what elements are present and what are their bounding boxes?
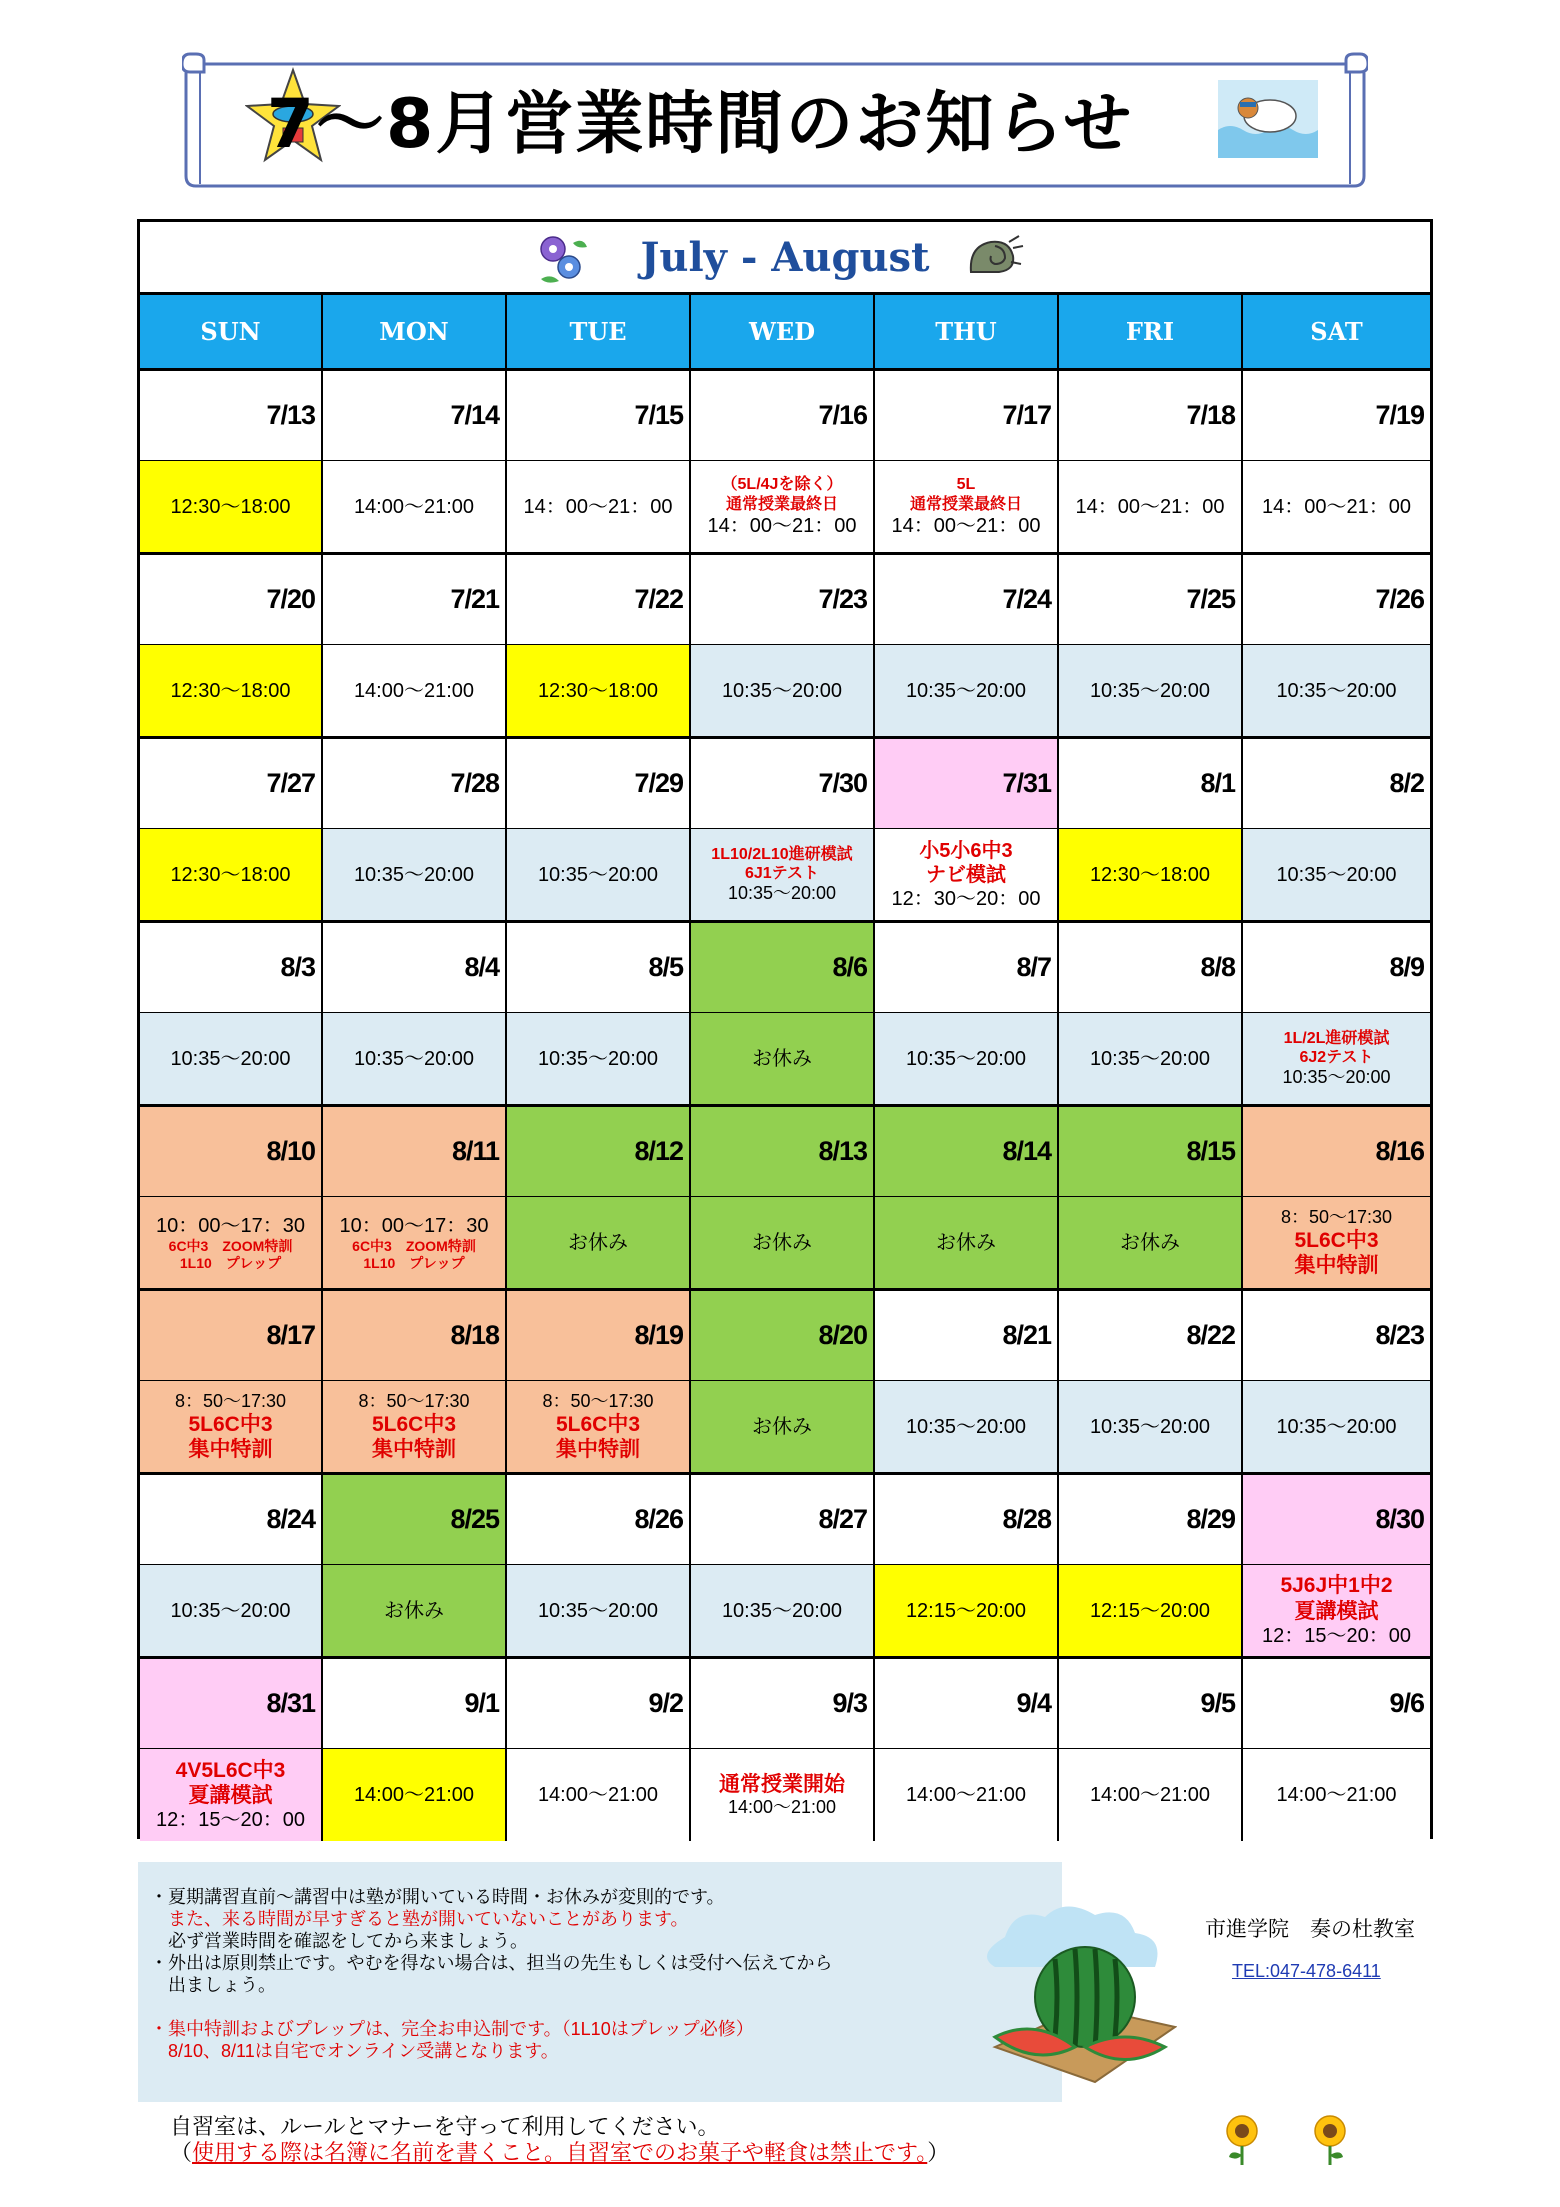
day-hours-line: 10:35〜20:00	[170, 1047, 291, 1070]
day-hours-line: （5L/4Jを除く）	[721, 476, 843, 494]
day-hours-line: 12:30〜18:00	[170, 495, 291, 518]
day-cell	[507, 739, 691, 920]
day-cell	[140, 371, 323, 552]
day-hours	[507, 645, 689, 736]
day-hours-line: お休み	[568, 1231, 628, 1254]
day-hours	[1243, 1381, 1430, 1472]
note-line: ・集中特訓およびプレップは、完全お申込制です。（1L10はプレップ必修）	[150, 2019, 754, 2039]
day-hours-line: 10:35〜20:00	[537, 863, 659, 886]
day-hours	[507, 1749, 689, 1841]
day-date: 7/14	[323, 371, 505, 461]
day-date: 9/1	[323, 1659, 505, 1749]
day-hours	[507, 1197, 689, 1288]
day-hours-line: 10：00〜17：30	[156, 1214, 305, 1237]
day-hours	[875, 1381, 1057, 1472]
day-hours	[140, 1381, 321, 1472]
day-hours-line: 14：00〜21：00	[523, 495, 673, 518]
weekday-sun: SUN	[140, 295, 323, 368]
calendar-weeks	[140, 371, 1430, 1841]
day-hours	[1059, 1565, 1241, 1656]
day-hours	[875, 645, 1057, 736]
day-cell	[140, 1659, 323, 1841]
day-date: 8/2	[1243, 739, 1430, 829]
day-cell	[507, 923, 691, 1104]
day-hours	[507, 1013, 689, 1104]
day-hours	[323, 645, 505, 736]
day-date: 8/3	[140, 923, 321, 1013]
day-hours	[691, 1013, 873, 1104]
day-cell	[1243, 371, 1430, 552]
day-date: 7/13	[140, 371, 321, 461]
day-date: 8/13	[691, 1107, 873, 1197]
day-cell	[875, 923, 1059, 1104]
day-date: 8/19	[507, 1291, 689, 1381]
day-hours	[691, 645, 873, 736]
day-date: 7/22	[507, 555, 689, 645]
day-hours-line: 10:35〜20:00	[537, 1599, 659, 1622]
day-cell	[691, 555, 875, 736]
day-hours	[1243, 829, 1430, 920]
day-hours-line: 集中特訓	[556, 1438, 640, 1462]
day-cell	[140, 555, 323, 736]
week-row	[140, 923, 1430, 1107]
day-date: 8/12	[507, 1107, 689, 1197]
day-hours	[140, 1197, 321, 1288]
day-cell	[323, 739, 507, 920]
swimming-cat-icon	[1218, 80, 1318, 158]
day-cell	[507, 371, 691, 552]
day-date: 7/30	[691, 739, 873, 829]
day-hours	[875, 1013, 1057, 1104]
day-date: 7/20	[140, 555, 321, 645]
day-hours	[1243, 1013, 1430, 1104]
day-hours-line: 10:35〜20:00	[353, 1047, 475, 1070]
day-hours-line: 1L/2L進研模試	[1283, 1029, 1390, 1047]
day-date: 8/20	[691, 1291, 873, 1381]
day-hours-line: 14：00〜21：00	[1262, 495, 1411, 518]
note-line: 8/10、8/11は自宅でオンライン受講となります。	[150, 2041, 559, 2061]
day-hours-line: 14:00〜21:00	[353, 1784, 475, 1806]
day-cell	[1243, 1475, 1430, 1656]
weekday-thu: THU	[875, 295, 1059, 368]
sunflower-icon	[1309, 2113, 1351, 2165]
day-hours-line: 12:30〜18:00	[170, 863, 291, 886]
notes-text	[150, 1886, 1050, 2062]
day-cell	[1059, 555, 1243, 736]
day-hours	[1243, 1749, 1430, 1841]
day-hours-line: 5L	[956, 476, 976, 494]
day-hours	[1059, 645, 1241, 736]
day-hours-line: お休み	[936, 1231, 996, 1254]
day-hours-line: 集中特訓	[1294, 1254, 1379, 1278]
day-hours-line: 10:35〜20:00	[1276, 679, 1397, 702]
day-hours	[140, 645, 321, 736]
calendar-table	[137, 219, 1433, 1839]
day-date: 7/26	[1243, 555, 1430, 645]
study-room-notice	[170, 2114, 1070, 2166]
day-hours-line: 10:35〜20:00	[727, 882, 837, 903]
day-hours-line: 通常授業開始	[719, 1772, 845, 1796]
day-hours	[140, 1749, 321, 1841]
day-cell	[875, 1475, 1059, 1656]
day-hours-line: 10:35〜20:00	[1276, 1415, 1397, 1438]
day-date: 8/9	[1243, 923, 1430, 1013]
day-date: 8/11	[323, 1107, 505, 1197]
day-hours-line: 10:35〜20:00	[1089, 679, 1211, 702]
day-cell	[1243, 1659, 1430, 1841]
day-hours	[323, 1381, 505, 1472]
day-hours-line: 14:00〜21:00	[1276, 1784, 1397, 1806]
school-phone-link[interactable]: TEL:047-478-6411	[1232, 1961, 1381, 1981]
day-hours	[1059, 1197, 1241, 1288]
weekday-header-row	[140, 295, 1430, 371]
paren-open: （	[170, 2140, 193, 2165]
day-date: 9/5	[1059, 1659, 1241, 1749]
day-date: 7/29	[507, 739, 689, 829]
day-cell	[1243, 1291, 1430, 1472]
day-cell	[691, 739, 875, 920]
day-hours	[1243, 645, 1430, 736]
day-date: 8/27	[691, 1475, 873, 1565]
weekday-fri: FRI	[1059, 295, 1243, 368]
day-cell	[1243, 923, 1430, 1104]
day-hours	[875, 829, 1057, 920]
day-hours-line: 6J1テスト	[744, 864, 820, 882]
day-hours-line: お休み	[752, 1415, 812, 1438]
day-hours-line: 5L6C中3	[1294, 1229, 1379, 1253]
day-hours-line: 10:35〜20:00	[170, 1599, 291, 1622]
day-hours	[1059, 461, 1241, 552]
day-hours-line: 12:15〜20:00	[1089, 1599, 1211, 1622]
week-row	[140, 1659, 1430, 1841]
day-hours-line: 12:30〜18:00	[170, 679, 291, 702]
day-cell	[140, 1291, 323, 1472]
day-cell	[875, 1107, 1059, 1288]
calendar-header	[140, 222, 1430, 295]
day-cell	[1059, 1107, 1243, 1288]
study-room-rule: 自習室は、ルールとマナーを守って利用してください。	[170, 2114, 720, 2139]
day-hours-line: 1L10/2L10進研模試	[711, 845, 853, 863]
note-line: ・夏期講習直前〜講習中は塾が開いている時間・お休みが変則的です。	[150, 1887, 725, 1907]
day-hours-line: お休み	[384, 1599, 444, 1622]
day-cell	[691, 371, 875, 552]
day-hours-line: 10:35〜20:00	[537, 1047, 659, 1070]
weekday-wed: WED	[691, 295, 875, 368]
day-hours-line: 小5小6中3	[919, 839, 1013, 862]
day-cell	[323, 1107, 507, 1288]
day-date: 8/26	[507, 1475, 689, 1565]
day-date: 7/27	[140, 739, 321, 829]
day-cell	[875, 739, 1059, 920]
day-date: 8/31	[140, 1659, 321, 1749]
day-date: 8/29	[1059, 1475, 1241, 1565]
day-hours-line: 8：50〜17:30	[1280, 1206, 1393, 1227]
day-hours-line: 14：00〜21：00	[891, 514, 1041, 537]
day-hours-line: 14:00〜21:00	[905, 1784, 1027, 1806]
day-hours	[875, 1749, 1057, 1841]
day-hours-line: 10:35〜20:00	[905, 679, 1027, 702]
day-date: 8/4	[323, 923, 505, 1013]
day-cell	[323, 1475, 507, 1656]
calendar-title: July - August	[640, 234, 930, 281]
day-cell	[323, 1291, 507, 1472]
week-row	[140, 555, 1430, 739]
day-cell	[691, 1107, 875, 1288]
day-hours-line: 14:00〜21:00	[727, 1796, 837, 1817]
day-cell	[875, 371, 1059, 552]
day-hours	[323, 829, 505, 920]
day-hours-line: 10:35〜20:00	[721, 1599, 843, 1622]
day-date: 7/19	[1243, 371, 1430, 461]
day-hours-line: 通常授業最終日	[909, 495, 1022, 513]
day-date: 9/6	[1243, 1659, 1430, 1749]
day-date: 8/25	[323, 1475, 505, 1565]
page-title: 7〜8月営業時間のお知らせ	[266, 85, 1134, 164]
day-hours-line: 夏講模試	[188, 1784, 273, 1807]
day-hours-line: ナビ模試	[926, 863, 1006, 886]
day-date: 7/18	[1059, 371, 1241, 461]
day-hours-line: 12:30〜18:00	[537, 679, 659, 702]
day-date: 8/8	[1059, 923, 1241, 1013]
day-date: 7/15	[507, 371, 689, 461]
note-line: 必ず営業時間を確認をしてから来ましょう。	[150, 1931, 528, 1951]
day-date: 8/22	[1059, 1291, 1241, 1381]
day-hours-line: お休み	[752, 1047, 812, 1070]
day-date: 8/24	[140, 1475, 321, 1565]
day-date: 7/24	[875, 555, 1057, 645]
day-date: 8/10	[140, 1107, 321, 1197]
day-hours	[1243, 1565, 1430, 1656]
day-date: 7/23	[691, 555, 873, 645]
day-date: 8/1	[1059, 739, 1241, 829]
day-hours	[507, 829, 689, 920]
day-cell	[691, 1291, 875, 1472]
note-line: 出ましょう。	[150, 1975, 276, 1995]
day-hours-line: 10:35〜20:00	[1089, 1415, 1211, 1438]
note-line	[150, 1996, 1050, 2018]
day-cell	[323, 555, 507, 736]
day-date: 7/31	[875, 739, 1057, 829]
day-hours	[507, 1381, 689, 1472]
day-cell	[875, 1291, 1059, 1472]
paren-close: ）	[927, 2140, 950, 2165]
day-hours	[1059, 1749, 1241, 1841]
day-hours	[140, 1013, 321, 1104]
day-hours-line: 8：50〜17:30	[358, 1390, 470, 1411]
day-cell	[691, 1659, 875, 1841]
day-date: 9/2	[507, 1659, 689, 1749]
day-hours-line: 5L6C中3	[188, 1413, 273, 1437]
day-date: 8/5	[507, 923, 689, 1013]
school-name: 市進学院 奏の杜教室	[1205, 1918, 1415, 1941]
watermelon-icon	[975, 1897, 1177, 2087]
day-cell	[875, 1659, 1059, 1841]
day-cell	[691, 1475, 875, 1656]
day-hours-line: 10:35〜20:00	[721, 679, 843, 702]
day-hours-line: 14:00〜21:00	[537, 1784, 659, 1806]
day-hours	[323, 461, 505, 552]
day-cell	[140, 1475, 323, 1656]
day-hours	[1059, 1013, 1241, 1104]
day-hours-line: 12:30〜18:00	[1089, 863, 1211, 886]
day-hours-line: お休み	[752, 1231, 812, 1254]
day-hours-line: お休み	[1120, 1231, 1180, 1254]
day-cell	[1243, 1107, 1430, 1288]
day-hours	[691, 829, 873, 920]
day-hours	[323, 1565, 505, 1656]
day-hours-line: 10:35〜20:00	[1089, 1047, 1211, 1070]
weekday-mon: MON	[323, 295, 507, 368]
day-cell	[1243, 739, 1430, 920]
day-hours-line: 1L10 プレップ	[179, 1254, 282, 1271]
day-hours-line: 12：15〜20：00	[1262, 1624, 1411, 1647]
day-hours-line: 1L10 プレップ	[363, 1254, 465, 1271]
day-hours	[1059, 1381, 1241, 1472]
sunflower-icon	[1221, 2113, 1263, 2165]
day-date: 9/4	[875, 1659, 1057, 1749]
day-hours	[691, 1381, 873, 1472]
day-hours-line: 10:35〜20:00	[905, 1047, 1027, 1070]
day-hours-line: 8：50〜17:30	[542, 1390, 654, 1411]
day-hours	[507, 461, 689, 552]
day-hours-line: 14:00〜21:00	[1089, 1784, 1211, 1806]
day-hours-line: 12：15〜20：00	[156, 1809, 305, 1832]
weekday-tue: TUE	[507, 295, 691, 368]
day-cell	[140, 739, 323, 920]
day-hours-line: 6C中3 ZOOM特訓	[168, 1237, 293, 1254]
day-hours-line: 10:35〜20:00	[1276, 863, 1397, 886]
day-cell	[507, 555, 691, 736]
week-row	[140, 739, 1430, 923]
day-hours-line: 集中特訓	[372, 1438, 456, 1462]
day-hours	[323, 1013, 505, 1104]
day-hours	[691, 1565, 873, 1656]
day-hours	[507, 1565, 689, 1656]
day-hours-line: 4V5L6C中3	[175, 1758, 286, 1782]
week-row	[140, 1291, 1430, 1475]
day-cell	[323, 371, 507, 552]
day-date: 7/16	[691, 371, 873, 461]
day-cell	[323, 1659, 507, 1841]
day-hours	[691, 1749, 873, 1841]
day-date: 8/16	[1243, 1107, 1430, 1197]
day-date: 9/3	[691, 1659, 873, 1749]
day-hours-line: 10:35〜20:00	[353, 863, 475, 886]
seashell-icon	[965, 232, 1025, 282]
day-date: 8/14	[875, 1107, 1057, 1197]
day-hours-line: 10：00〜17：30	[339, 1214, 489, 1237]
day-date: 8/28	[875, 1475, 1057, 1565]
day-cell	[875, 555, 1059, 736]
day-date: 7/25	[1059, 555, 1241, 645]
day-cell	[507, 1475, 691, 1656]
day-hours	[140, 829, 321, 920]
day-cell	[507, 1659, 691, 1841]
day-date: 8/30	[1243, 1475, 1430, 1565]
day-hours-line: 10:35〜20:00	[1282, 1066, 1391, 1087]
day-hours-line: 12:15〜20:00	[905, 1599, 1027, 1622]
day-hours-line: 5L6C中3	[555, 1413, 641, 1437]
day-date: 8/23	[1243, 1291, 1430, 1381]
day-hours-line: 通常授業最終日	[725, 495, 838, 513]
day-hours-line: 12：30〜20：00	[891, 887, 1041, 910]
day-hours-line: 6C中3 ZOOM特訓	[352, 1237, 476, 1254]
day-date: 8/17	[140, 1291, 321, 1381]
day-hours-line: 5J6J中1中2	[1280, 1574, 1393, 1598]
day-date: 8/15	[1059, 1107, 1241, 1197]
day-hours-line: 夏講模試	[1294, 1599, 1379, 1623]
day-hours	[140, 461, 321, 552]
week-row	[140, 1107, 1430, 1291]
day-cell	[1059, 1475, 1243, 1656]
day-cell	[1059, 1659, 1243, 1841]
note-line: また、来る時間が早すぎると塾が開いていないことがあります。	[150, 1909, 689, 1929]
day-cell	[323, 923, 507, 1104]
day-cell	[140, 1107, 323, 1288]
day-cell	[1059, 923, 1243, 1104]
day-cell	[691, 923, 875, 1104]
day-cell	[140, 923, 323, 1104]
day-date: 8/18	[323, 1291, 505, 1381]
day-hours-line: 集中特訓	[188, 1438, 273, 1462]
day-date: 8/21	[875, 1291, 1057, 1381]
day-hours-line: 10:35〜20:00	[905, 1415, 1027, 1438]
day-cell	[1059, 1291, 1243, 1472]
note-line: ・外出は原則禁止です。やむを得ない場合は、担当の先生もしくは受付へ伝えてから	[150, 1953, 833, 1973]
day-cell	[1059, 739, 1243, 920]
weekday-sat: SAT	[1243, 295, 1430, 368]
day-date: 7/17	[875, 371, 1057, 461]
day-hours	[323, 1749, 505, 1841]
day-date: 8/6	[691, 923, 873, 1013]
day-hours	[1243, 1197, 1430, 1288]
day-hours	[875, 461, 1057, 552]
notes-box	[138, 1862, 1062, 2102]
day-hours	[323, 1197, 505, 1288]
day-date: 8/7	[875, 923, 1057, 1013]
day-hours	[1243, 461, 1430, 552]
day-date: 7/28	[323, 739, 505, 829]
day-hours	[691, 1197, 873, 1288]
day-hours-line: 14:00〜21:00	[353, 495, 475, 518]
day-hours	[140, 1565, 321, 1656]
day-hours	[875, 1197, 1057, 1288]
day-hours-line: 14：00〜21：00	[1075, 495, 1225, 518]
day-cell	[1059, 371, 1243, 552]
day-cell	[507, 1107, 691, 1288]
day-hours-line: 14:00〜21:00	[353, 679, 475, 702]
day-hours	[691, 461, 873, 552]
week-row	[140, 1475, 1430, 1659]
week-row	[140, 371, 1430, 555]
study-room-warning: 使用する際は名簿に名前を書くこと。自習室でのお菓子や軽食は禁止です。	[192, 2140, 928, 2165]
day-hours-line: 8：50〜17:30	[174, 1390, 287, 1411]
day-hours-line: 5L6C中3	[371, 1413, 457, 1437]
day-date: 7/21	[323, 555, 505, 645]
day-hours-line: 14：00〜21：00	[707, 514, 857, 537]
day-cell	[507, 1291, 691, 1472]
day-hours-line: 6J2テスト	[1299, 1048, 1374, 1066]
day-hours	[1059, 829, 1241, 920]
day-hours	[875, 1565, 1057, 1656]
day-cell	[1243, 555, 1430, 736]
study-room-rule-detail	[170, 2140, 1070, 2166]
